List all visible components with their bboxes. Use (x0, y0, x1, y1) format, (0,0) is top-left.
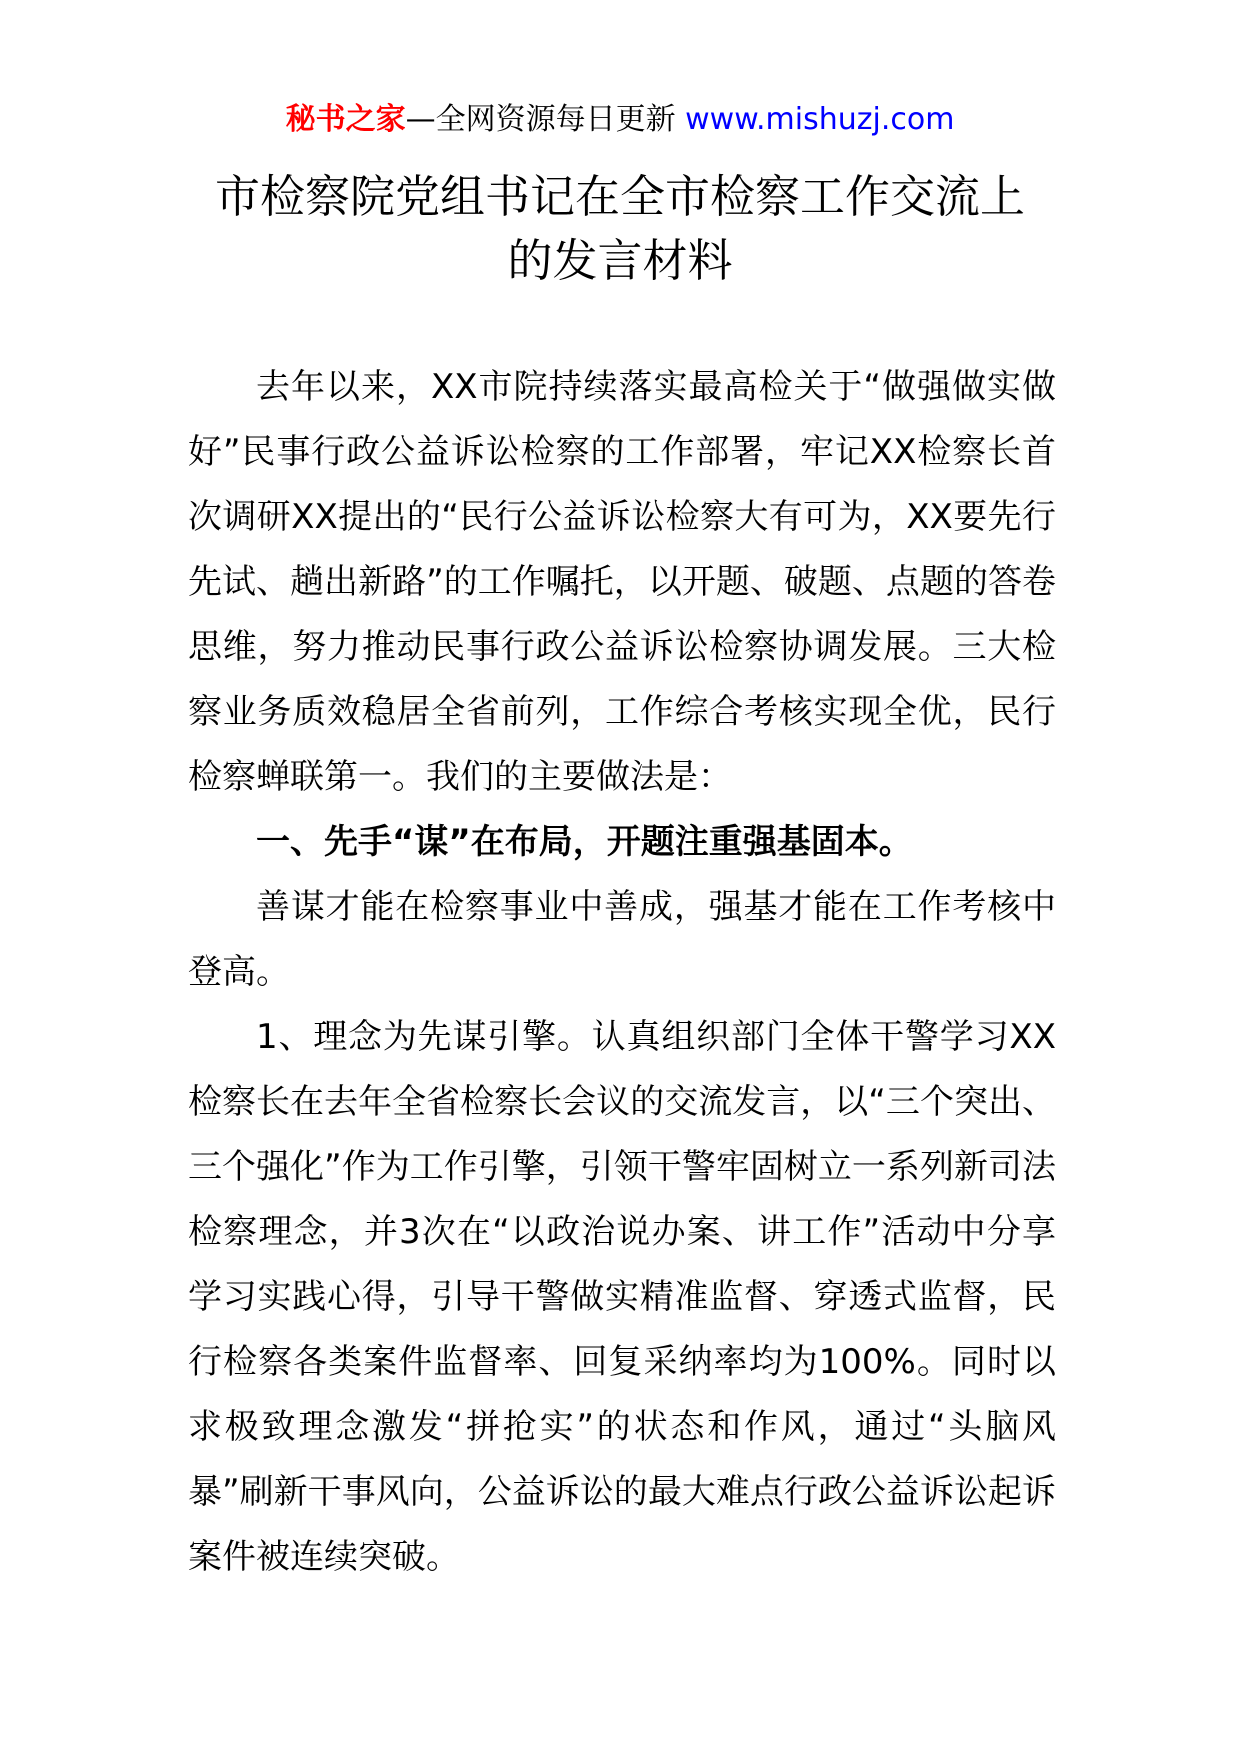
point-1-paragraph: 1、理念为先谋引擎。认真组织部门全体干警学习XX检察长在去年全省检察长会议的交流发言，以“三个突出、三个强化”作为工作引擎，引领干警牢固树立一系列新司法检察理念，并3次在“以政治说办案、讲工作”活动中分享学习实践心得，引导干警做实精准监督、穿透式监督，民行检察各类案件监督率、回复采纳率均为100%。同时以求极致理念激发“拼抢实”的状态和作风，通过“头脑风暴”刷新干事风向，公益诉讼的最大难点行政公益诉讼起诉案件被连续突破。 (188, 1017, 1056, 1577)
intro-paragraph: 去年以来，XX市院持续落实最高检关于“做强做实做好”民事行政公益诉讼检察的工作部署，牢记XX检察长首次调研XX提出的“民行公益诉讼检察大有可为，XX要先行先试、趟出新路”的工作嘱托，以开题、破题、点题的答卷思维，努力推动民事行政公益诉讼检察协调发展。三大检察业务质效稳居全省前列，工作综合考核实现全优，民行检察蝉联第一。我们的主要做法是： (188, 367, 1056, 797)
site-header (0, 100, 1240, 140)
document-title (180, 165, 1060, 293)
title-line-1: 市检察院党组书记在全市检察工作交流上 (214, 170, 1025, 223)
brand-name: 秘书之家 (285, 102, 406, 137)
section-summary-paragraph: 善谋才能在检察事业中善成，强基才能在工作考核中登高。 (188, 887, 1056, 992)
section-heading: 一、先手“谋”在布局，开题注重强基固本。 (256, 822, 913, 862)
header-tagline: —全网资源每日更新 (405, 102, 676, 137)
title-line-2: 的发言材料 (507, 234, 733, 287)
document-body (188, 355, 1056, 1590)
site-url-link[interactable]: www.mishuzj.com (685, 102, 955, 137)
